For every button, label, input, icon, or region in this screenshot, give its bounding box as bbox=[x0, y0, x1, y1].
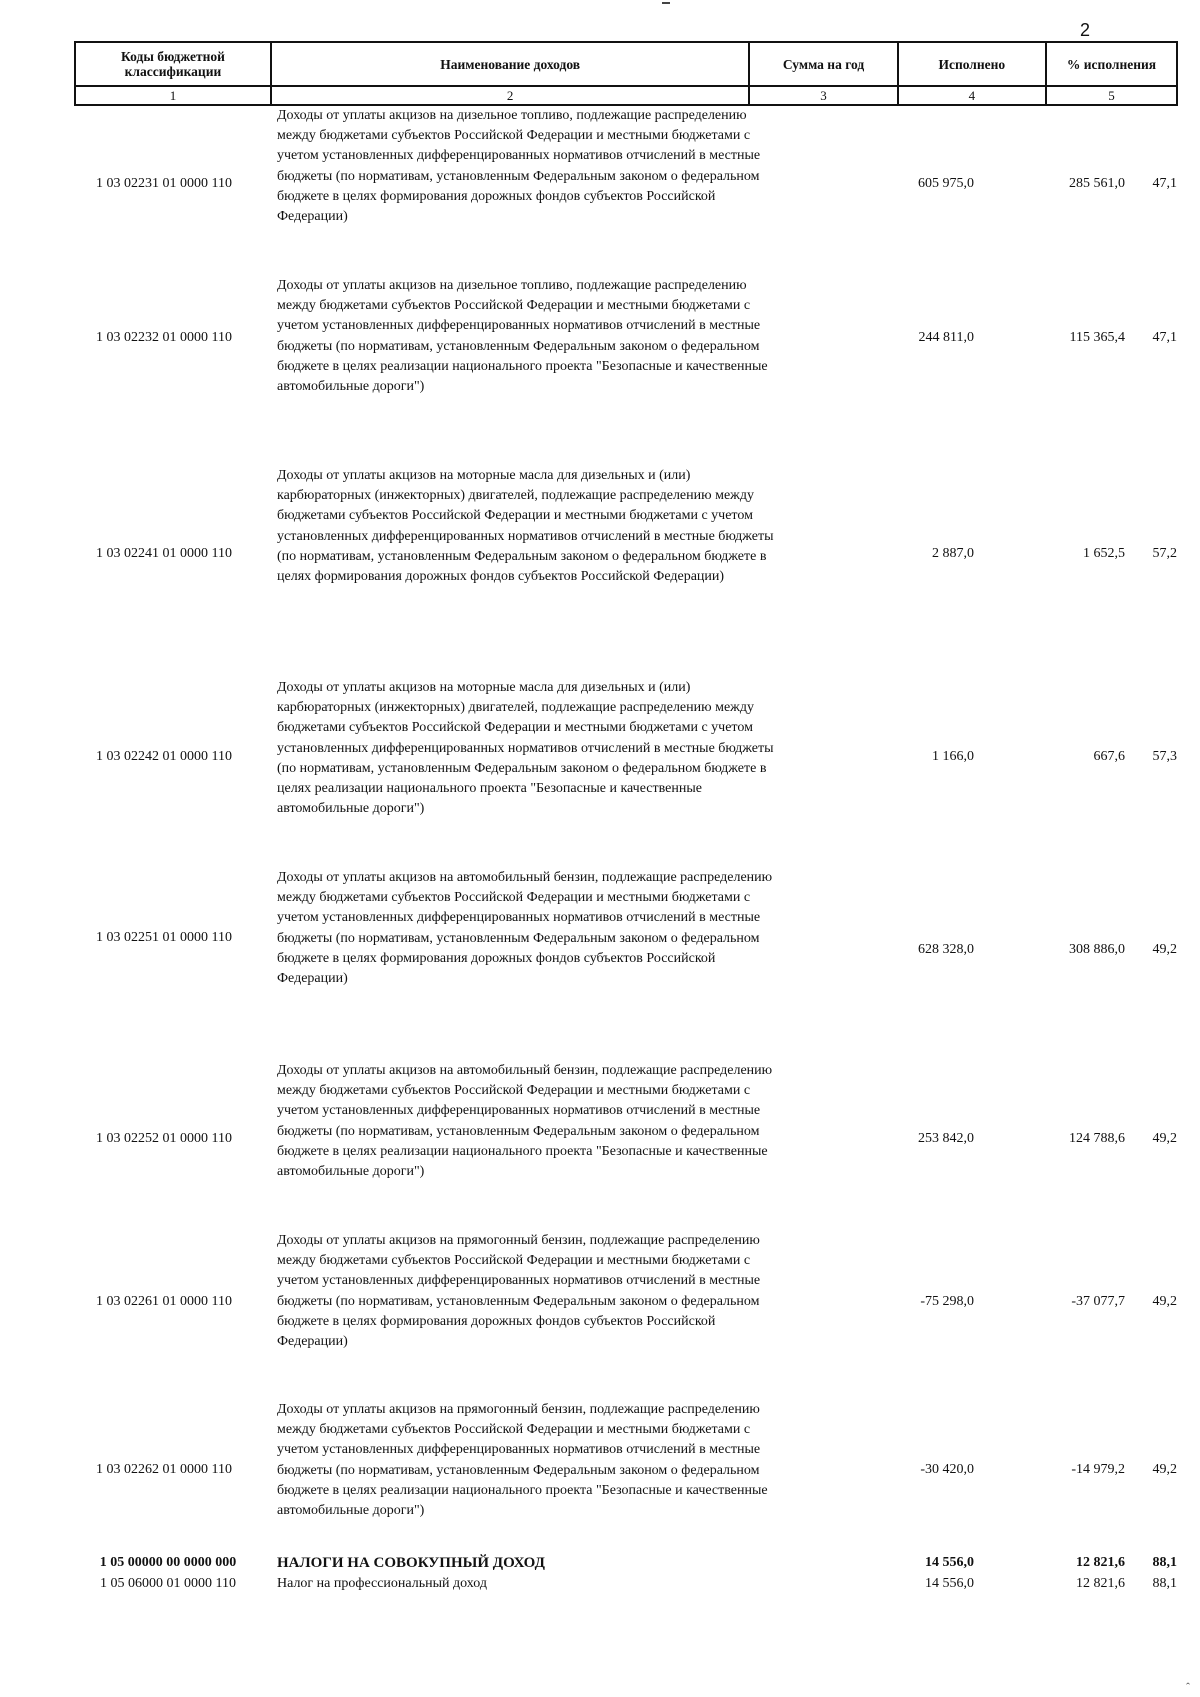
row-code: 1 03 02252 01 0000 110 bbox=[96, 1131, 232, 1146]
row-amount: 253 842,0 bbox=[918, 1131, 974, 1146]
row-name: Доходы от уплаты акцизов на моторные масла для дизельных и (или) карбюраторных (инжекторных) двигателей, подлежащие распределению между бюджетами субъектов Российской Федерации и местными бюджетами с учетом установленных дифференцированных нормативов отчислений в местные бюджеты (по нормативам, установленным Федеральным законом о федеральном бюджете в целях реализации национального проекта "Безопасные и качественные автомобильные дороги") bbox=[277, 680, 774, 817]
row-code: 1 03 02242 01 0000 110 bbox=[96, 749, 232, 764]
row-executed: 12 821,6 bbox=[1076, 1555, 1125, 1570]
row-name: Налог на профессиональный доход bbox=[277, 1576, 487, 1591]
row-executed: 308 886,0 bbox=[1069, 942, 1125, 957]
row-name: Доходы от уплаты акцизов на автомобильный бензин, подлежащие распределению между бюджетами субъектов Российской Федерации и местными бюджетами с учетом установленных дифференцированных нормативов отчислений в местные бюджеты (по нормативам, установленным Федеральным законом о федеральном бюджете в целях формирования дорожных фондов субъектов Российской Федерации) bbox=[277, 870, 773, 987]
row-amount: 14 556,0 bbox=[925, 1555, 974, 1570]
row-name: Доходы от уплаты акцизов на прямогонный бензин, подлежащие распределению между бюджетами субъектов Российской Федерации и местными бюджетами с учетом установленных дифференцированных нормативов отчислений в местные бюджеты (по нормативам, установленным Федеральным законом о федеральном бюджете в целях реализации национального проекта "Безопасные и качественные автомобильные дороги") bbox=[277, 1402, 768, 1519]
table-row bbox=[74, 1576, 1178, 1596]
row-percent: 57,2 bbox=[1152, 546, 1177, 561]
header-num-4: 4 bbox=[898, 86, 1046, 105]
row-executed: 124 788,6 bbox=[1069, 1131, 1125, 1146]
row-percent: 49,2 bbox=[1152, 942, 1177, 957]
header-codes: Коды бюджетной классификации bbox=[75, 42, 271, 86]
header-name: Наименование доходов bbox=[271, 42, 749, 86]
header-amount: Сумма на год bbox=[749, 42, 897, 86]
row-name: НАЛОГИ НА СОВОКУПНЫЙ ДОХОД bbox=[277, 1555, 545, 1571]
scan-mark bbox=[662, 2, 670, 4]
row-code: 1 03 02262 01 0000 110 bbox=[96, 1462, 232, 1477]
row-executed: 285 561,0 bbox=[1069, 176, 1125, 191]
row-executed: 12 821,6 bbox=[1076, 1576, 1125, 1591]
row-executed: 1 652,5 bbox=[1083, 546, 1125, 561]
table-header bbox=[74, 41, 1178, 106]
page-number: 2 bbox=[1080, 20, 1091, 40]
row-percent: 47,1 bbox=[1152, 330, 1177, 345]
row-percent: 57,3 bbox=[1152, 749, 1177, 764]
header-executed: Исполнено bbox=[898, 42, 1046, 86]
row-percent: 49,2 bbox=[1152, 1131, 1177, 1146]
row-percent: 49,2 bbox=[1152, 1462, 1177, 1477]
row-executed: -14 979,2 bbox=[1071, 1462, 1125, 1477]
row-executed: 115 365,4 bbox=[1069, 330, 1125, 345]
row-code: 1 03 02232 01 0000 110 bbox=[96, 330, 232, 345]
row-executed: -37 077,7 bbox=[1071, 1294, 1125, 1309]
row-amount: 2 887,0 bbox=[932, 546, 974, 561]
row-amount: 1 166,0 bbox=[932, 749, 974, 764]
row-name: Доходы от уплаты акцизов на дизельное топливо, подлежащие распределению между бюджетами субъектов Российской Федерации и местными бюджетами с учетом установленных дифференцированных нормативов отчислений в местные бюджеты (по нормативам, установленным Федеральным законом о федеральном бюджете в целях формирования дорожных фондов субъектов Российской Федерации) bbox=[277, 108, 761, 225]
row-percent: 47,1 bbox=[1152, 176, 1177, 191]
row-amount: -30 420,0 bbox=[920, 1462, 974, 1477]
row-code: 1 03 02261 01 0000 110 bbox=[96, 1294, 232, 1309]
row-code: 1 03 02231 01 0000 110 bbox=[96, 176, 232, 191]
row-name: Доходы от уплаты акцизов на дизельное топливо, подлежащие распределению между бюджетами субъектов Российской Федерации и местными бюджетами с учетом установленных дифференцированных нормативов отчислений в местные бюджеты (по нормативам, установленным Федеральным законом о федеральном бюджете в целях реализации национального проекта "Безопасные и качественные автомобильные дороги") bbox=[277, 278, 768, 395]
row-code: 1 05 06000 01 0000 110 bbox=[100, 1576, 236, 1591]
row-amount: -75 298,0 bbox=[920, 1294, 974, 1309]
header-num-2: 2 bbox=[271, 86, 749, 105]
header-num-1: 1 bbox=[75, 86, 271, 105]
row-code: 1 05 00000 00 0000 000 bbox=[99, 1555, 237, 1570]
header-num-3: 3 bbox=[749, 86, 897, 105]
row-percent: 49,2 bbox=[1152, 1294, 1177, 1309]
row-percent: 88,1 bbox=[1152, 1555, 1177, 1570]
corner-mark: ˆ bbox=[1186, 1680, 1190, 1694]
row-executed: 667,6 bbox=[1093, 749, 1125, 764]
row-amount: 605 975,0 bbox=[918, 176, 974, 191]
row-code: 1 03 02241 01 0000 110 bbox=[96, 546, 232, 561]
header-num-5: 5 bbox=[1046, 86, 1177, 105]
row-name: Доходы от уплаты акцизов на прямогонный бензин, подлежащие распределению между бюджетами субъектов Российской Федерации и местными бюджетами с учетом установленных дифференцированных нормативов отчислений в местные бюджеты (по нормативам, установленным Федеральным законом о федеральном бюджете в целях формирования дорожных фондов субъектов Российской Федерации) bbox=[277, 1233, 761, 1350]
row-amount: 244 811,0 bbox=[918, 330, 974, 345]
row-amount: 628 328,0 bbox=[918, 942, 974, 957]
section-total-row bbox=[74, 1555, 1178, 1575]
row-name: Доходы от уплаты акцизов на моторные масла для дизельных и (или) карбюраторных (инжекторных) двигателей, подлежащие распределению между бюджетами субъектов Российской Федерации и местными бюджетами с учетом установленных дифференцированных нормативов отчислений в местные бюджеты (по нормативам, установленным Федеральным законом о федеральном бюджете в целях формирования дорожных фондов субъектов Российской Федерации) bbox=[277, 468, 774, 585]
row-code: 1 03 02251 01 0000 110 bbox=[96, 930, 232, 945]
row-percent: 88,1 bbox=[1152, 1576, 1177, 1591]
row-amount: 14 556,0 bbox=[925, 1576, 974, 1591]
row-name: Доходы от уплаты акцизов на автомобильный бензин, подлежащие распределению между бюджетами субъектов Российской Федерации и местными бюджетами с учетом установленных дифференцированных нормативов отчислений в местные бюджеты (по нормативам, установленным Федеральным законом о федеральном бюджете в целях реализации национального проекта "Безопасные и качественные автомобильные дороги") bbox=[277, 1063, 773, 1180]
header-percent: % исполнения bbox=[1046, 42, 1177, 86]
